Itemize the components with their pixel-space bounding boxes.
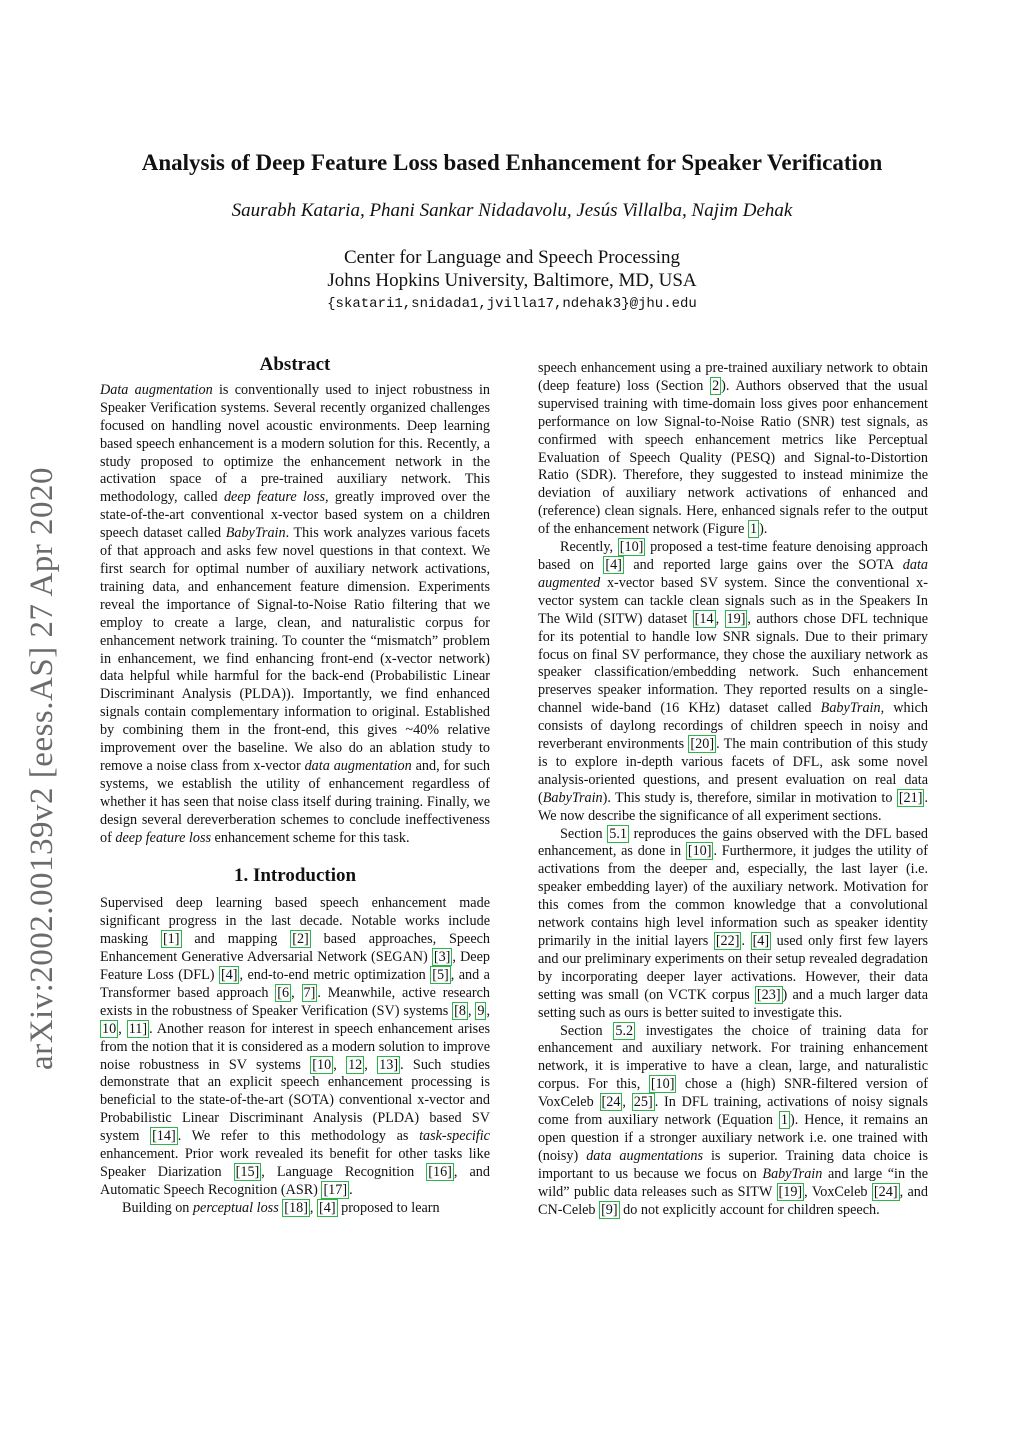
abstract-heading: Abstract [259,354,331,375]
intro-paragraph-5: Section 5.2 investigates the choice of training data for enhancement and auxiliary network. For training enhancement network, it is imperative to have a clean, large, and naturalistic corpus. For this, [10] chose a (high) SNR-filtered version of VoxCeleb [24 , 25] . In DFL training, activations of noisy signals come from auxiliary network (Equation 1 ). Hence, it remains an open question if a stronger auxiliary network i.e. one trained with (noisy) data augmentations is superior. Training data choice is important to us because we focus on BabyTrain and large “in the wild” public data releases such as SITW [19] , VoxCeleb [24] , and CN-Celeb [9] do not explicitly account for children speech. [538,1022,929,1218]
intro-paragraph-1: Supervised deep learning based speech enhancement made significant progress in the last decade. Notable works include masking [1] and mapping [2] based approaches, Speech Enhancement Generative Adversarial Network (SEGAN) [3] , Deep Feature Loss (DFL) [4] , end-to-end metric optimization [5] , and a Transformer based approach [6 , 7] . Meanwhile, active research exists in the robustness of Speaker Verification (SV) systems [8 , 9 , 10 , 11] . Another reason for interest in speech enhancement arises from the notion that it is considered as a modern solution to improve noise robustness in SV systems [10 , 12 , 13] . Such studies demonstrate that an explicit speech enhancement processing is beneficial to the state-of-the-art (SOTA) conventional x-vector and Probabilistic Linear Discriminant Analysis (PLDA) based SV system [14] . We refer to this methodology as task-specific enhancement. Prior work revealed its benefit for other tasks like Speaker Diarization [15] , Language Recognition [16] , and Automatic Speech Recognition (ASR) [17] . [100,895,491,1198]
arxiv-stamp: arXiv:2002.00139v2 [eess.AS] 27 Apr 2020 [24,467,60,1070]
intro-paragraph-4: Section 5.1 reproduces the gains observed with the DFL based enhancement, as done in [10] . Furthermore, it judges the utility of activations from the deeper and, especially, the last layer (i.e. speaker embedding layer) of the auxiliary network. Motivation for this comes from the common knowledge that a convolutional network contains high level information such as speaker identity primarily in the initial layers [22] . [4] used only first few layers and our preliminary experiments on their setup revealed degradation by incorporating deeper layer activations. However, their data setting was small (on VCTK corpus [23] ) and a much larger data setting such as ours is better suited to investigate this. [538,825,929,1021]
author-list: Saurabh Kataria, Phani Sankar Nidadavolu, Jesús Villalba, Najim Dehak [231,200,793,221]
introduction-heading: 1. Introduction [233,865,357,887]
abstract-text: Data augmentation is conventionally used to inject robustness in Speaker Verification systems. Several recently organized challenges focused on handling novel acoustic environments. Deep learning based speech enhancement is a modern solution for this. Recently, a study proposed to optimize the enhancement network in the activation space of a pre-trained auxiliary network. This methodology, called deep feature loss, greatly improved over the state-of-the-art conventional x-vector based system on a children speech dataset called BabyTrain. This work analyzes various facets of that approach and asks few novel questions in that context. We first search for optimal number of auxiliary network activations, training data, and enhancement feature dimension. Experiments reveal the importance of Signal-to-Noise Ratio filtering that we employ to create a large, clean, and naturalistic corpus for enhancement network training. To counter the “mismatch” problem in enhancement, we find enhancing front-end (x-vector network) data helpful while harmful for the back-end (Probabilistic Linear Discriminant Analysis (PLDA)). Importantly, we find enhanced signals contain complementary information to original. Established by combining them in the front-end, this gives ~40% relative improvement over the baseline. We also do an ablation study to remove a noise class from x-vector data augmentation and, for such systems, we establish the utility of enhancement regardless of whether it has seen that noise class itself during training. Finally, we design several dereverberation schemes to conclude ineffectiveness of deep feature loss enhancement scheme for this task. [100,381,491,846]
intro-paragraph-3: Recently, [10] proposed a test-time feature denoising approach based on [4] and reported large gains over the SOTA data augmented x-vector based SV system. Since the conventional x-vector system can tackle clean signals such as in the Speakers In The Wild (SITW) dataset [14 , 19] , authors chose DFL technique for its potential to handle low SNR signals. Due to their primary focus on final SV performance, they chose the auxiliary network as speaker classification/embedding network. Such enhancement preserves speaker information. They reported results on a single-channel wide-band (16 KHz) dataset called BabyTrain, which consists of daylong recordings of children speech in noisy and reverberant environments [20] . The main contribution of this study is to explore in-depth various facets of DFL, ask some novel analysis-oriented questions, and present evaluation on real data (BabyTrain). This study is, therefore, similar in motivation to [21] . We now describe the significance of all experiment sections. [538,539,928,824]
intro-paragraph-2: Building on perceptual loss [18] , [4] proposed to learn [122,1199,440,1216]
paper-title: Analysis of Deep Feature Loss based Enhancement for Speaker Verification [141,150,883,175]
intro-paragraph-2-cont: speech enhancement using a pre-trained auxiliary network to obtain (deep feature) loss (Section 2 ). Authors observed that the usual supervised training with time-domain loss gives poor enhancement performance on low Signal-to-Noise Ratio (SNR) test signals, as confirmed with speech enhancement metrics like Perceptual Evaluation of Speech Quality (PESQ) and Signal-to-Distortion Ratio (SDR). Therefore, they suggested to instead minimize the deviation of auxiliary network activations of enhanced and (reference) clean signals. Here, enhanced signals refer to the output of the enhancement network (Figure 1 ). [538,360,928,538]
left-column [100,356,490,1218]
affiliation-line-2: Johns Hopkins University, Baltimore, MD, USA [327,270,697,291]
affiliation-line-1: Center for Language and Speech Processing [343,247,681,268]
right-column [538,360,928,1220]
affiliation [0,246,1024,292]
author-emails: {skatari1,snidada1,jvilla17,ndehak3}@jhu.edu [327,296,697,312]
